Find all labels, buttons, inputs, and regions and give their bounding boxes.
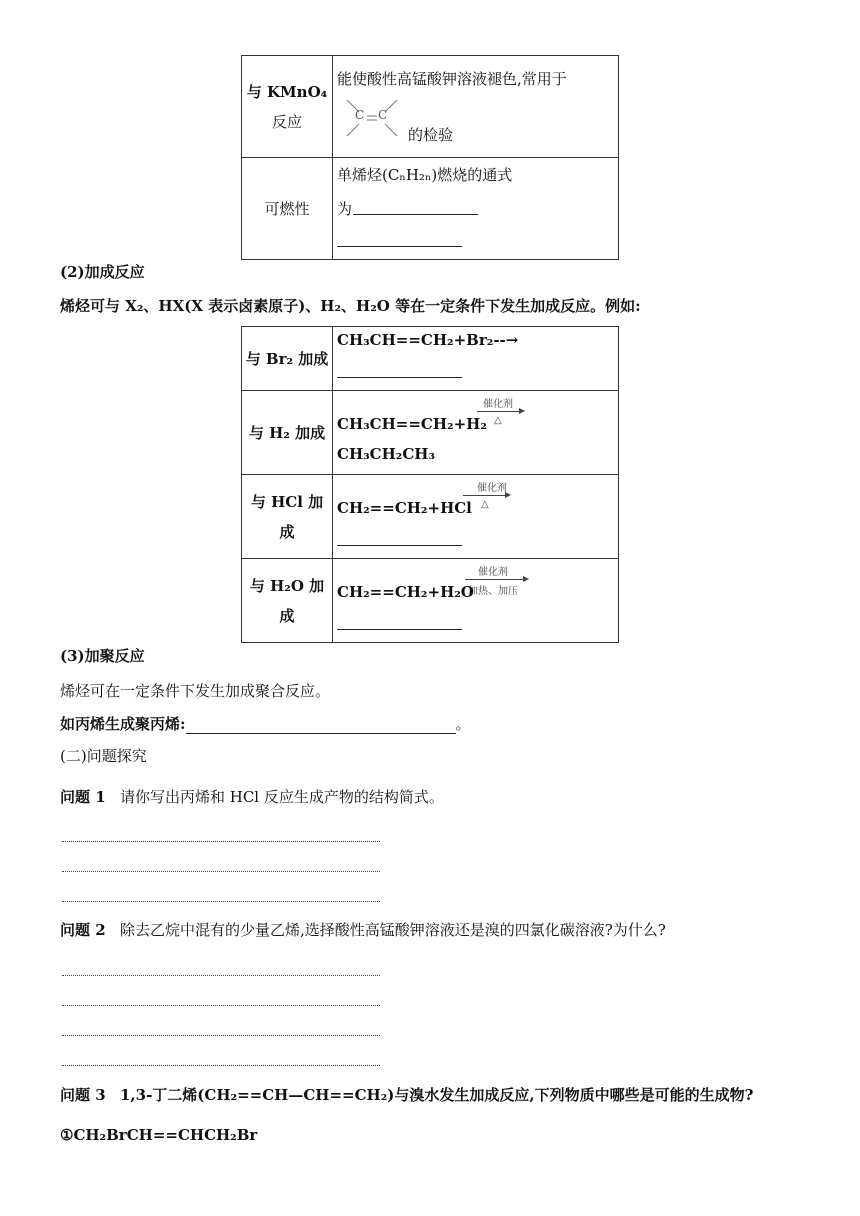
polymerization-period: 。 [455,715,471,733]
h2-label-cell: 与 H₂ 加成 [242,391,333,475]
alkene-double-bond-icon [341,96,403,140]
carbon-atom-left: C [355,108,365,122]
question-3 [60,1085,753,1105]
br2-eq-cell [333,327,619,391]
question-3-text: 1,3-丁二烯(CH₂==CH—CH==CH₂)与溴水发生加成反应,下列物质中哪些是可能的生成物? [119,1086,754,1104]
answer-line-q1-1[interactable] [62,841,380,842]
br2-equation: CH₃CH==CH₂+Br₂--→ [337,331,519,349]
br2-blank[interactable] [337,377,462,378]
hcl-eq-cell [333,475,619,559]
answer-line-q2-2[interactable] [62,1005,380,1006]
combustion-blank-2[interactable] [337,246,462,247]
hcl-condition-label: △ [481,499,489,510]
h2o-label-line1: 与 H₂O 加 [249,576,325,595]
question-1-label: 问题 1 [60,788,106,806]
h2o-eq-cell [333,559,619,643]
question-3-label: 问题 3 [60,1086,106,1104]
h2o-reaction-arrow [465,579,527,580]
kmno4-desc-end: 的检验 [408,126,454,144]
answer-line-q2-4[interactable] [62,1065,380,1066]
polymerization-line1: 烯烃可在一定条件下发生加成聚合反应。 [60,682,331,700]
h2o-catalyst-label: 催化剂 [478,567,508,578]
h2o-condition-label: 加热、加压 [468,586,518,597]
addition-table [241,326,619,643]
question-2-text: 除去乙烷中混有的少量乙烯,选择酸性高锰酸钾溶液还是溴的四氯化碳溶液?为什么? [119,921,666,939]
question-1-text: 请你写出丙烯和 HCl 反应生成产物的结构简式。 [119,788,444,806]
hcl-reaction-arrow [463,495,509,496]
h2-product: CH₃CH₂CH₃ [337,445,436,463]
hcl-catalyst-label: 催化剂 [477,483,507,494]
combustion-label-cell: 可燃性 [242,158,333,260]
answer-line-q1-2[interactable] [62,871,380,872]
h2-condition-label: △ [494,415,502,426]
polymerization-line2 [60,714,471,734]
hcl-equation: CH₂==CH₂+HCl [337,499,472,517]
h2o-label-cell [242,559,333,643]
kmno4-label-cell [242,56,333,158]
answer-line-q1-3[interactable] [62,901,380,902]
question-1 [60,787,444,807]
h2o-label-line2: 成 [279,606,295,625]
h2-reaction-arrow [477,411,523,412]
kmno4-label-line1: 与 KMnO₄ [246,82,328,101]
explore-section-title: (二)问题探究 [60,747,147,765]
addition-section-intro: 烯烃可与 X₂、HX(X 表示卤素原子)、H₂、H₂O 等在一定条件下发生加成反应。例如: [60,297,641,315]
answer-line-q2-3[interactable] [62,1035,380,1036]
polymerization-blank[interactable] [186,717,456,734]
h2-equation: CH₃CH==CH₂+H₂ [337,415,487,433]
h2o-equation: CH₂==CH₂+H₂O [337,583,474,601]
question-2-label: 问题 2 [60,921,106,939]
property-table [241,55,619,260]
kmno4-desc-text: 能使酸性高锰酸钾溶液褪色,常用于 [337,70,567,88]
answer-line-q2-1[interactable] [62,975,380,976]
h2-eq-cell [333,391,619,475]
h2o-blank[interactable] [337,629,462,630]
combustion-desc-cell [333,158,619,260]
hcl-blank[interactable] [337,545,462,546]
polymerization-prompt: 如丙烯生成聚丙烯: [60,715,186,733]
combustion-desc-text: 单烯烃(CₙH₂ₙ)燃烧的通式 [337,166,513,184]
br2-label-cell: 与 Br₂ 加成 [242,327,333,391]
hcl-label-line2: 成 [279,522,295,541]
kmno4-desc-cell [333,56,619,158]
addition-section-title: (2)加成反应 [60,263,145,281]
kmno4-label-line2: 反应 [271,112,302,131]
question-2 [60,920,666,940]
option-1: ①CH₂BrCH==CHCH₂Br [60,1126,258,1144]
hcl-label-cell [242,475,333,559]
carbon-atom-right: C [378,108,388,122]
polymerization-section-title: (3)加聚反应 [60,647,145,665]
combustion-blank-1[interactable] [353,214,478,215]
h2-catalyst-label: 催化剂 [483,399,513,410]
hcl-label-line1: 与 HCl 加 [250,492,324,511]
combustion-desc-prefix: 为 [337,200,353,218]
